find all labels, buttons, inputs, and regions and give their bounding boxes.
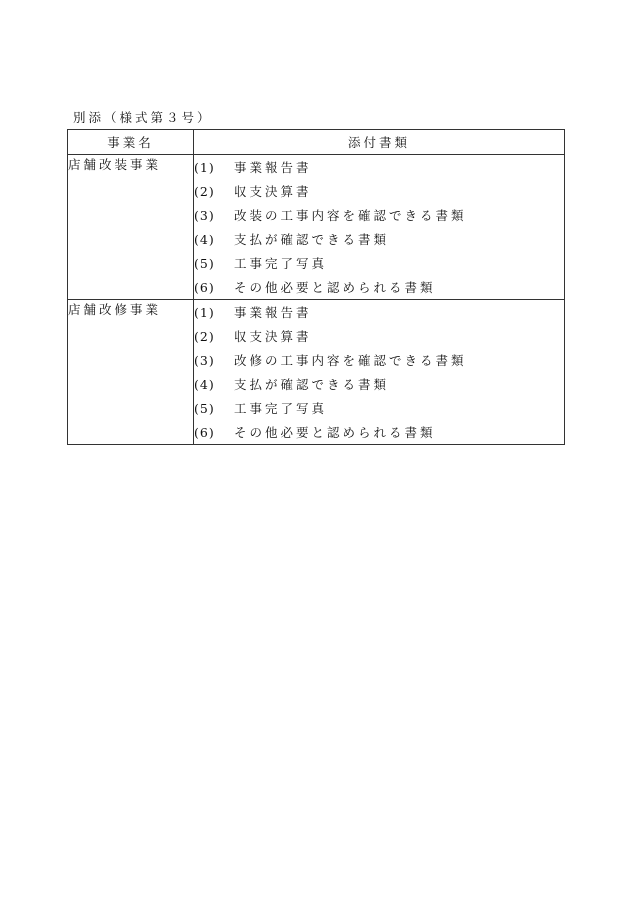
item-text: 支払が確認できる書類: [234, 377, 390, 392]
item-text: 工事完了写真: [234, 401, 328, 416]
item-text: その他必要と認められる書類: [234, 280, 436, 295]
item-number: (3): [194, 207, 215, 223]
item-number: (6): [194, 279, 215, 295]
attachment-table: [67, 129, 565, 445]
document-item: [194, 251, 564, 275]
item-number: (2): [194, 183, 215, 199]
item-number: (5): [194, 400, 215, 416]
item-number: (4): [194, 231, 215, 247]
business-name-cell: 店舗改装事業: [68, 155, 194, 300]
item-text: 改修の工事内容を確認できる書類: [234, 353, 467, 368]
item-number: (4): [194, 376, 215, 392]
item-number: (3): [194, 352, 215, 368]
item-text: 支払が確認できる書類: [234, 232, 390, 247]
table-header-row: [68, 130, 565, 155]
form-heading: 別添（様式第３号）: [73, 110, 213, 125]
document-item: [194, 227, 564, 251]
document-item: [194, 155, 564, 179]
header-attached-documents: 添付書類: [194, 130, 565, 155]
document-item: [194, 300, 564, 324]
document-item: [194, 348, 564, 372]
business-name-cell: 店舗改修事業: [68, 300, 194, 445]
item-text: 収支決算書: [234, 329, 312, 344]
item-text: 事業報告書: [234, 305, 312, 320]
document-item: [194, 324, 564, 348]
item-number: (1): [194, 304, 215, 320]
item-number: (2): [194, 328, 215, 344]
document-item: [194, 203, 564, 227]
item-text: 事業報告書: [234, 160, 312, 175]
table-row: [68, 300, 565, 445]
item-number: (5): [194, 255, 215, 271]
item-text: その他必要と認められる書類: [234, 425, 436, 440]
document-item: [194, 420, 564, 444]
item-text: 収支決算書: [234, 184, 312, 199]
document-item: [194, 372, 564, 396]
document-item: [194, 179, 564, 203]
item-text: 工事完了写真: [234, 256, 328, 271]
header-business-name: 事業名: [68, 130, 194, 155]
item-number: (1): [194, 159, 215, 175]
documents-cell: [194, 155, 565, 300]
table-row: [68, 155, 565, 300]
document-item: [194, 275, 564, 299]
item-number: (6): [194, 424, 215, 440]
documents-cell: [194, 300, 565, 445]
item-text: 改装の工事内容を確認できる書類: [234, 208, 467, 223]
document-item: [194, 396, 564, 420]
